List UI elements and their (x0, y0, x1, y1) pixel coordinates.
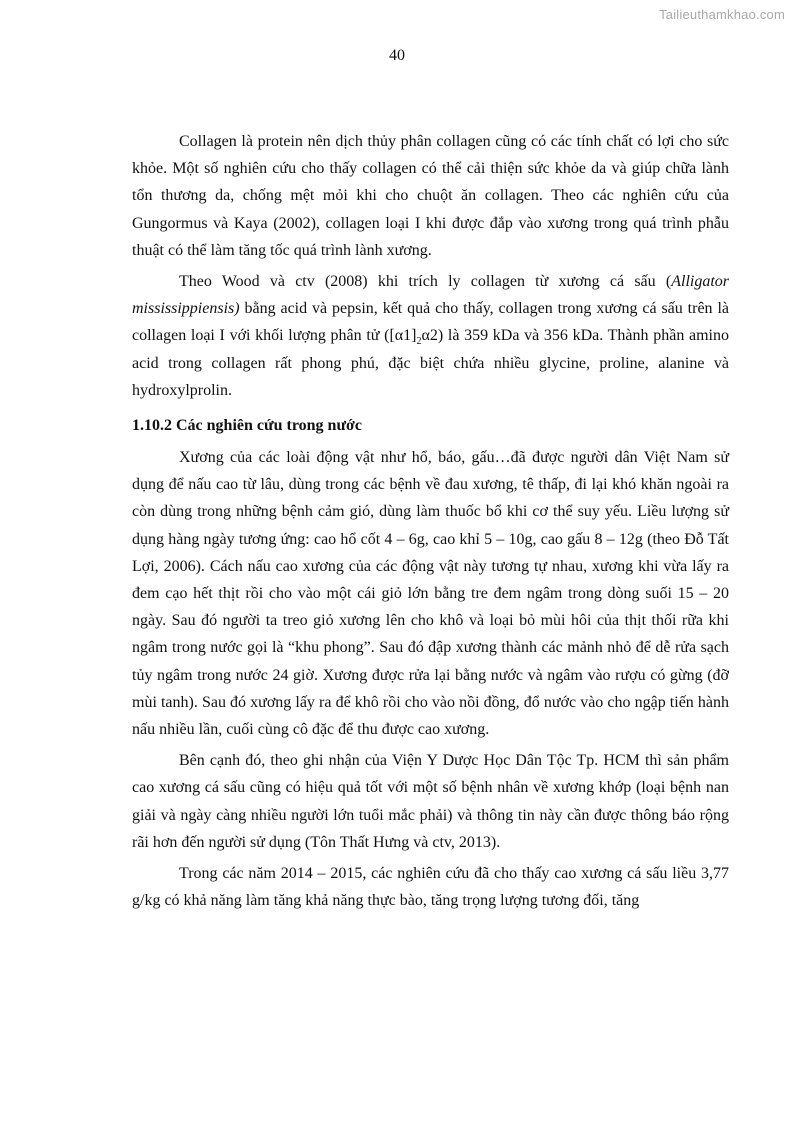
document-body (132, 128, 729, 914)
wood-study-tail: α2) là 359 kDa và 356 kDa. Thành phần amino acid trong collagen rất phong phú, đặc biệt chứa nhiều glycine, proline, alanine và hydroxylprolin. (132, 327, 729, 399)
wood-study-lead: Theo Wood và ctv (2008) khi trích ly collagen từ xương cá sấu ( (179, 273, 672, 291)
paragraph-recent-studies: Trong các năm 2014 – 2015, các nghiên cứu đã cho thấy cao xương cá sấu liều 3,77 g/kg có khả năng làm tăng khả năng thực bào, tăng trọng lượng tương đối, tăng (132, 865, 729, 910)
paragraph-wood-study (132, 268, 729, 404)
paragraph-collagen-benefits: Collagen là protein nên dịch thủy phân collagen cũng có các tính chất có lợi cho sức khỏe. Một số nghiên cứu cho thấy collagen có thể cải thiện sức khỏe da và giúp chữa lành tổn thương da, chống mệt mỏi khi cho chuột ăn collagen. Theo các nghiên cứu của Gungormus và Kaya (2002), collagen loại I khi được đắp vào xương trong quá trình phẫu thuật có thể làm tăng tốc quá trình lành xương. (132, 133, 729, 259)
wood-study-mid: bằng acid và pepsin, kết quả cho thấy, collagen trong xương cá sấu trên là collagen loại I với khối lượng phân tử ([α1] (132, 300, 729, 345)
watermark: Tailieuthamkhao.com (659, 7, 785, 22)
paragraph-institute-report: Bên cạnh đó, theo ghi nhận của Viện Y Dược Học Dân Tộc Tp. HCM thì sản phẩm cao xương cá sấu cũng có hiệu quả tốt với một số bệnh nhân về xương khớp (loại bệnh nan giải và ngày càng nhiều người lớn tuổi mắc phải) và thông tin này cần được thông báo rộng rãi hơn đến người sử dụng (Tôn Thất Hưng và ctv, 2013). (132, 752, 729, 851)
paragraph-traditional-bone-glue: Xương của các loài động vật như hổ, báo, gấu…đã được người dân Việt Nam sử dụng để nấu cao từ lâu, dùng trong các bệnh về đau xương, tê thấp, đi lại khó khăn ngoài ra còn dùng trong những bệnh cảm gió, dùng làm thuốc bổ khi cơ thể suy yếu. Liều lượng sử dụng hàng ngày tương ứng: cao hổ cốt 4 – 6g, cao khỉ 5 – 10g, cao gấu 8 – 12g (theo Đỗ Tất Lợi, 2006). Cách nấu cao xương của các động vật này tương tự nhau, xương khi vừa lấy ra đem cạo hết thịt rồi cho vào một cái giỏ lớn bằng tre đem ngâm trong dòng suối 15 – 20 ngày. Sau đó người ta treo giỏ xương lên cho khô và loại bỏ mùi hôi của thịt thối rữa khi ngâm trong nước gọi là “khu phong”. Sau đó đập xương thành các mảnh nhỏ để dễ rửa sạch tủy ngâm trong nước 24 giờ. Xương được rửa lại bằng nước và ngâm vào rượu có gừng (đỡ mùi tanh). Sau đó xương lấy ra để khô rồi cho vào nồi đồng, đổ nước vào cho ngập tiến hành nấu nhiều lần, cuối cùng cô đặc để thu được cao xương. (132, 449, 729, 739)
chain-subscript: 2 (416, 336, 422, 348)
species-name: Alligator mississippiensis) (132, 273, 729, 318)
section-heading: 1.10.2 Các nghiên cứu trong nước (132, 417, 362, 435)
page-number: 40 (389, 47, 405, 64)
